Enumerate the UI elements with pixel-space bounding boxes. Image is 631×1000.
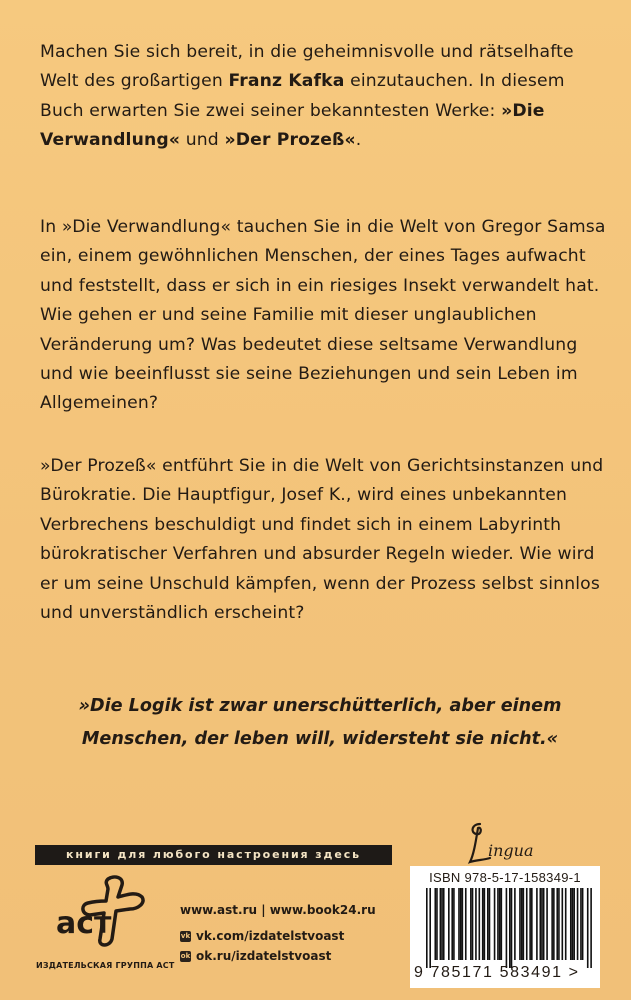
- author-name: Franz Kafka: [228, 71, 345, 92]
- isbn-digits: 9 785171 583491 >: [414, 964, 580, 981]
- period-text: .: [355, 130, 362, 151]
- barcode-bar: [521, 888, 523, 960]
- description-paragraph-2: In »Die Verwandlung« tauchen Sie in die Welt von Gregor Samsa ein, einem gewöhnlichen Menschen, der eines Tages aufwacht und feststellt, dass er sich in ein riesiges Insekt verwandelt hat. Wie gehen er und seine Familie mit dieser unglaublichen Veränderung um? Was bedeutet diese seltsame Verwandlung und wie beeinflusst sie seine Beziehungen und sein Leben im Allgemeinen?: [40, 217, 606, 414]
- barcode-bar: [436, 888, 438, 960]
- conjunction-text: und: [180, 130, 225, 151]
- barcode-bar: [472, 888, 474, 960]
- barcode-bar: [536, 888, 538, 960]
- barcode-bar: [441, 888, 443, 960]
- barcode-bar: [539, 888, 541, 960]
- barcode-bar: [506, 888, 508, 968]
- barcode-bar: [443, 888, 445, 960]
- barcode-bar: [590, 888, 592, 968]
- barcode-bar: [494, 888, 496, 960]
- barcode-bar: [573, 888, 575, 960]
- barcode-bar: [577, 888, 579, 960]
- intro-text: Machen Sie sich bereit, in die geheimnisvolle und rätselhafte Welt des großartigen: [40, 42, 574, 92]
- description-paragraph-3: »Der Prozeß« entführt Sie in die Welt von Gerichtsinstanzen und Bürokratie. Die Hauptfigur, Josef K., wird eines unbekannten Verbrechens beschuldigt und findet sich in einem Labyrinth bürokratischer Verfahren und absurder Regeln wieder. Wie wird er um seine Unschuld kämpfen, wenn der Prozess selbst sinnlos und unverständlich erscheint?: [40, 456, 604, 624]
- barcode-bar: [489, 888, 491, 960]
- barcode-bar: [497, 888, 499, 960]
- svg-text:ingua: ingua: [488, 841, 534, 860]
- barcode-bar: [458, 888, 460, 960]
- barcode-bar: [484, 888, 486, 960]
- ast-publisher-logo: [52, 873, 152, 951]
- vk-link[interactable]: vk.com/izdatelstvoast: [196, 929, 345, 943]
- barcode-bar: [479, 888, 481, 960]
- isbn-barcode-block: [410, 866, 600, 988]
- barcode-bar: [429, 888, 431, 968]
- work-title-prozess: »Der Prozeß«: [224, 130, 356, 151]
- barcode-bar: [426, 888, 428, 968]
- barcode-bar: [470, 888, 472, 960]
- barcode-bar: [509, 888, 511, 968]
- barcode-bar: [434, 888, 436, 960]
- barcode-bar: [562, 888, 564, 960]
- barcode-bar: [553, 888, 555, 960]
- slogan-banner: книги для любого настроения здесь: [35, 845, 392, 865]
- barcode-bar: [465, 888, 467, 960]
- barcode-bar: [572, 888, 574, 960]
- ok-link[interactable]: ok.ru/izdatelstvoast: [196, 949, 332, 963]
- ok-row: [180, 946, 376, 966]
- barcode-bar: [526, 888, 528, 960]
- barcode-bar: [475, 888, 477, 960]
- barcode-bar: [448, 888, 450, 960]
- ok-icon: ok: [180, 951, 191, 960]
- website-links[interactable]: www.ast.ru | www.book24.ru: [180, 903, 376, 917]
- vk-row: [180, 926, 376, 946]
- barcode-bar: [570, 888, 572, 960]
- website-row: [180, 900, 376, 920]
- intro-continuation: einzutauchen. In diesem Buch erwarten Sie zwei seiner bekanntesten Werke:: [40, 71, 565, 121]
- barcode-bar: [487, 888, 489, 960]
- barcode-bar: [529, 888, 531, 960]
- kafka-quote: »Die Logik ist zwar unerschütterlich, aber einem Menschen, der leben will, widersteht sie nicht.«: [78, 696, 562, 749]
- publisher-caption: ИЗДАТЕЛЬСКАЯ ГРУППА АСТ: [36, 961, 175, 970]
- barcode-bar: [501, 888, 503, 960]
- barcode-bar: [451, 888, 453, 960]
- barcode-icon: [426, 888, 592, 968]
- barcode-bar: [482, 888, 484, 960]
- barcode-bar: [499, 888, 501, 960]
- barcode-bar: [582, 888, 584, 960]
- ast-logo-text: аст: [56, 906, 112, 941]
- isbn-label: ISBN 978-5-17-158349-1: [429, 870, 581, 885]
- barcode-bar: [580, 888, 582, 960]
- barcode-bar: [460, 888, 462, 960]
- barcode-bar: [565, 888, 567, 960]
- lingua-logo: [466, 820, 556, 870]
- barcode-bar: [462, 888, 464, 960]
- barcode-bar: [551, 888, 553, 960]
- barcode-bar: [541, 888, 543, 960]
- description-paragraph-1: [40, 38, 610, 156]
- barcode-bar: [453, 888, 455, 960]
- barcode-bar: [543, 888, 545, 960]
- barcode-bar: [519, 888, 521, 960]
- barcode-bar: [511, 888, 513, 968]
- publisher-links: [180, 900, 376, 966]
- barcode-bar: [440, 888, 442, 960]
- barcode-bar: [558, 888, 560, 960]
- barcode-bar: [546, 888, 548, 960]
- barcode-bar: [514, 888, 516, 960]
- barcode-bar: [523, 888, 525, 960]
- barcode-bar: [587, 888, 589, 968]
- vk-icon: vk: [180, 931, 191, 940]
- work-title-verwandlung: »Die Verwandlung«: [40, 100, 545, 151]
- barcode-bar: [531, 888, 533, 960]
- barcode-bar: [556, 888, 558, 960]
